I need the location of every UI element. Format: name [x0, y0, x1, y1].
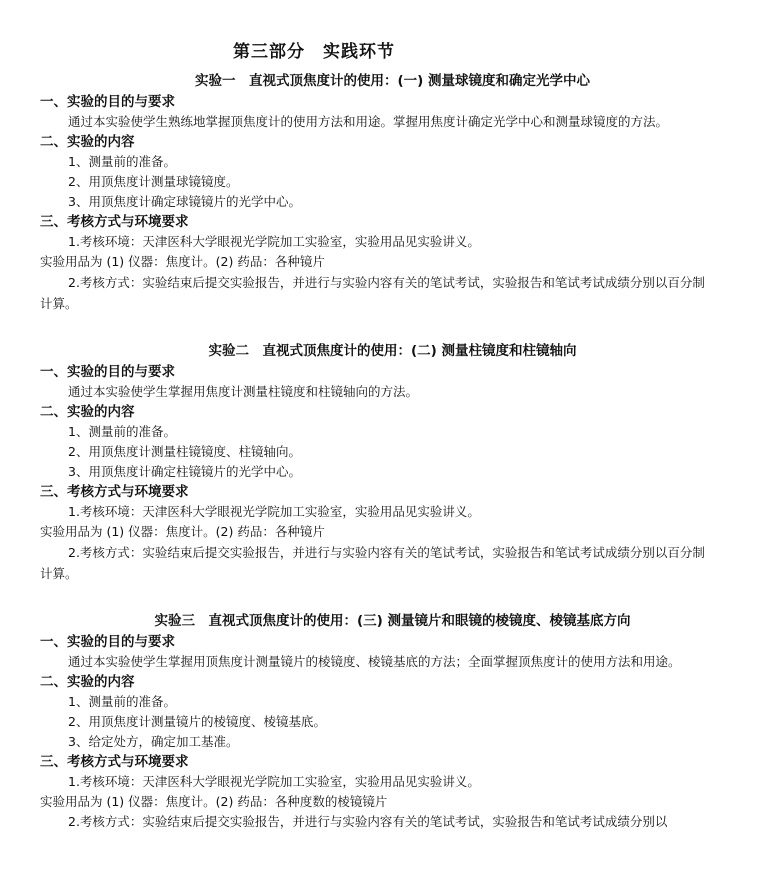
section-heading-purpose: 一、实验的目的与要求 [40, 94, 175, 110]
supplies-text: 实验用品为 (1) 仪器：焦度计。(2) 药品：各种镜片 [40, 254, 325, 269]
assessment-text: 2.考核方式：实验结束后提交实验报告，并进行与实验内容有关的笔试考试，实验报告和笔试考试成绩分别以百分制计算。 [40, 275, 705, 311]
part-title: 第三部分 实践环节 [233, 42, 395, 62]
content-item: 2、用顶焦度计测量球镜镜度。 [68, 174, 239, 189]
experiment-section-2 [0, 340, 765, 584]
content-item: 2、用顶焦度计测量柱镜镜度、柱镜轴向。 [68, 444, 301, 459]
purpose-text: 通过本实验使学生掌握用焦度计测量柱镜度和柱镜轴向的方法。 [68, 384, 419, 399]
section-heading-purpose: 一、实验的目的与要求 [40, 634, 175, 650]
section-heading-assessment: 三、考核方式与环境要求 [40, 754, 189, 770]
section-heading-content: 二、实验的内容 [40, 404, 135, 420]
environment-text: 1.考核环境：天津医科大学眼视光学院加工实验室，实验用品见实验讲义。 [68, 504, 480, 519]
assessment-text: 2.考核方式：实验结束后提交实验报告，并进行与实验内容有关的笔试考试，实验报告和笔试考试成绩分别以百分制计算。 [40, 545, 705, 581]
content-item: 3、给定处方，确定加工基准。 [68, 734, 239, 749]
content-item: 1、测量前的准备。 [68, 424, 176, 439]
purpose-text: 通过本实验使学生掌握用顶焦度计测量镜片的棱镜度、棱镜基底的方法；全面掌握顶焦度计的使用方法和用途。 [68, 654, 681, 669]
content-item: 3、用顶焦度计确定柱镜镜片的光学中心。 [68, 464, 301, 479]
experiment-title: 实验一 直视式顶焦度计的使用：(一) 测量球镜度和确定光学中心 [194, 73, 591, 89]
section-heading-content: 二、实验的内容 [40, 674, 135, 690]
content-item: 3、用顶焦度计确定球镜镜片的光学中心。 [68, 194, 301, 209]
environment-text: 1.考核环境：天津医科大学眼视光学院加工实验室，实验用品见实验讲义。 [68, 774, 480, 789]
experiment-section-3 [0, 610, 765, 832]
content-item: 1、测量前的准备。 [68, 154, 176, 169]
experiment-section-1 [0, 70, 765, 314]
purpose-text: 通过本实验使学生熟练地掌握顶焦度计的使用方法和用途。掌握用焦度计确定光学中心和测量球镜度的方法。 [68, 114, 669, 129]
section-heading-purpose: 一、实验的目的与要求 [40, 364, 175, 380]
section-heading-assessment: 三、考核方式与环境要求 [40, 484, 189, 500]
assessment-text: 2.考核方式：实验结束后提交实验报告，并进行与实验内容有关的笔试考试，实验报告和笔试考试成绩分别以 [68, 814, 668, 829]
content-item: 1、测量前的准备。 [68, 694, 176, 709]
supplies-text: 实验用品为 (1) 仪器：焦度计。(2) 药品：各种镜片 [40, 524, 325, 539]
experiment-title: 实验三 直视式顶焦度计的使用：(三) 测量镜片和眼镜的棱镜度、棱镜基底方向 [154, 613, 631, 629]
supplies-text: 实验用品为 (1) 仪器：焦度计。(2) 药品：各种度数的棱镜镜片 [40, 794, 388, 809]
section-heading-content: 二、实验的内容 [40, 134, 135, 150]
content-item: 2、用顶焦度计测量镜片的棱镜度、棱镜基底。 [68, 714, 326, 729]
experiment-title: 实验二 直视式顶焦度计的使用：(二) 测量柱镜度和柱镜轴向 [208, 343, 577, 359]
section-heading-assessment: 三、考核方式与环境要求 [40, 214, 189, 230]
environment-text: 1.考核环境：天津医科大学眼视光学院加工实验室，实验用品见实验讲义。 [68, 234, 480, 249]
